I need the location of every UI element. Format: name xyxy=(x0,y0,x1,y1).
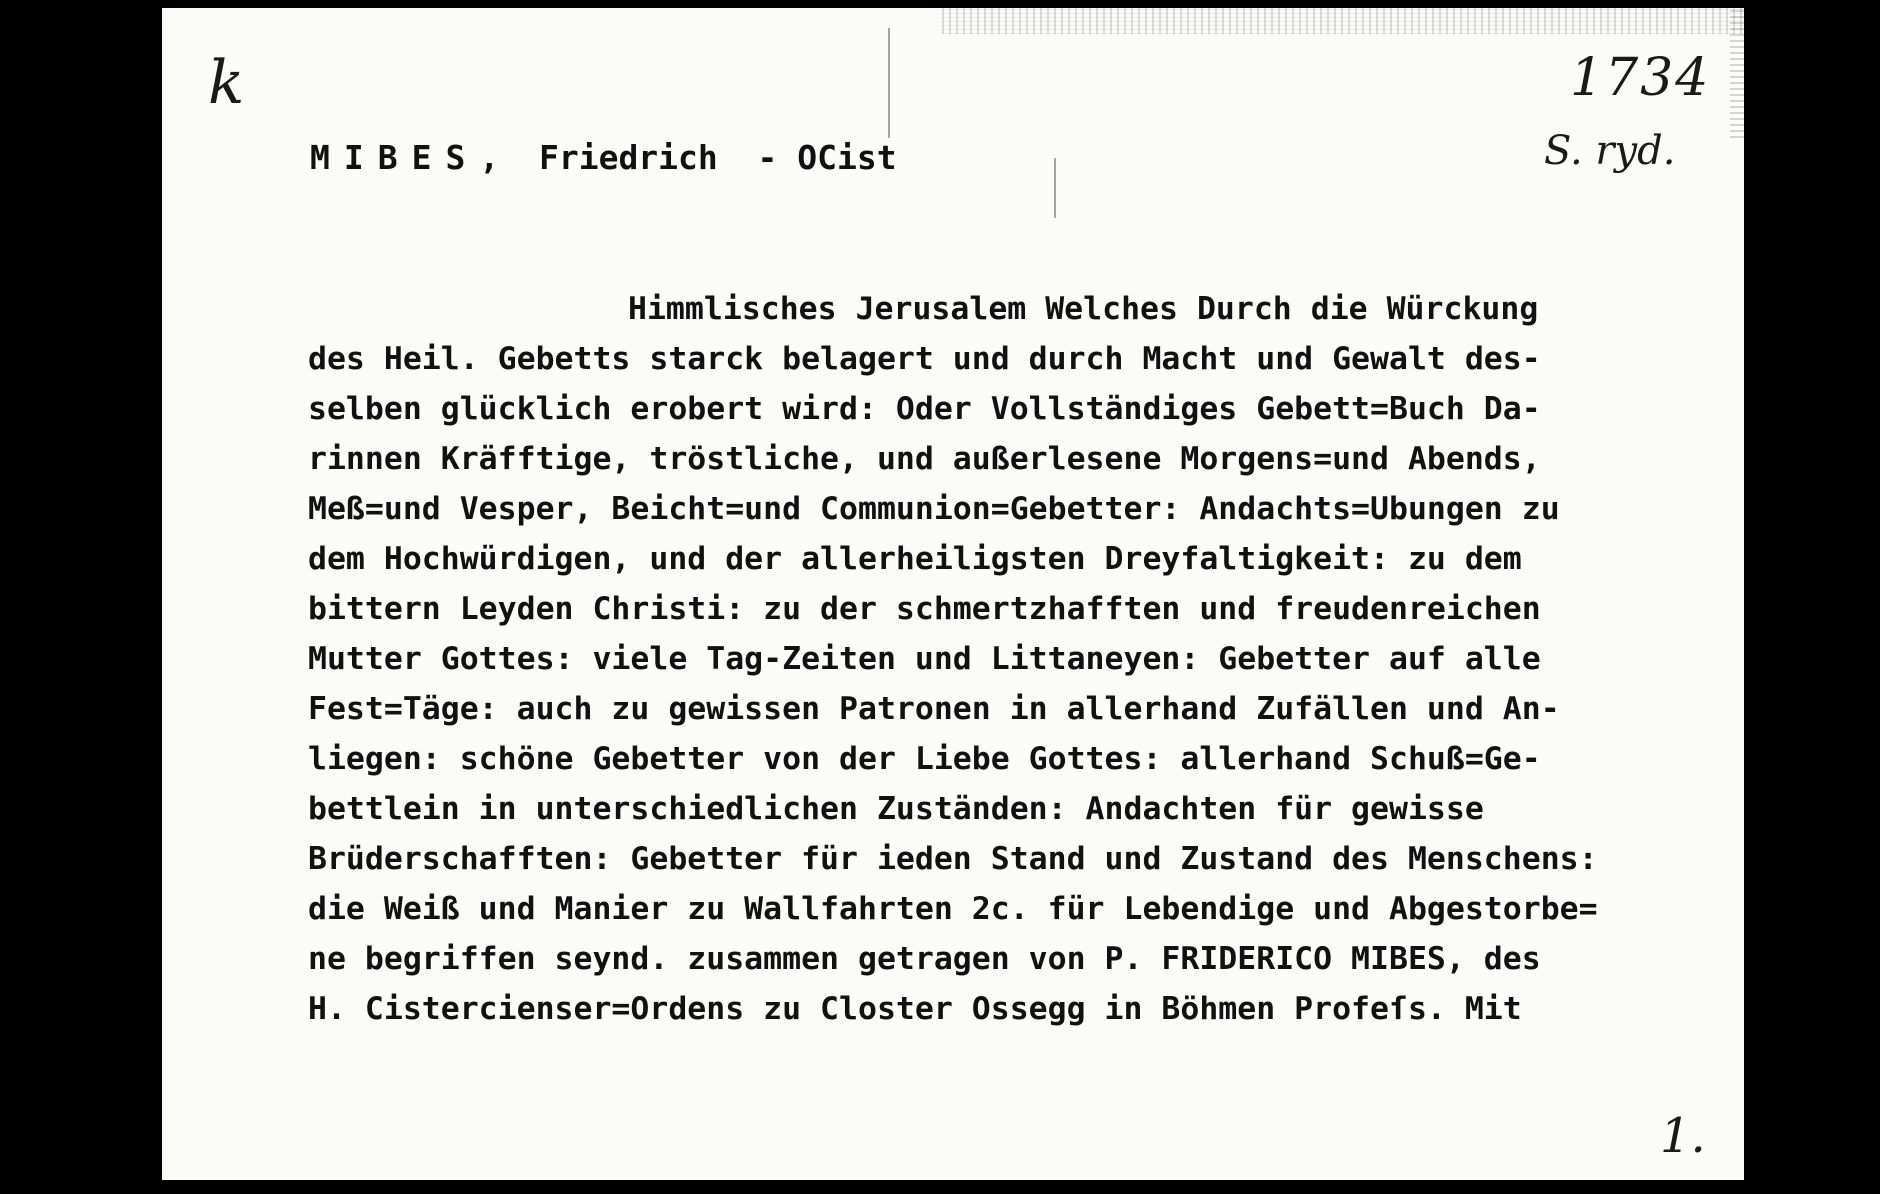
catalog-card xyxy=(162,8,1744,1180)
text-line: H. Cistercienser=Ordens zu Closter Ossegg in Böhmen Profeſs. Mit xyxy=(308,991,1522,1027)
handwritten-number: 1734 xyxy=(1570,48,1711,108)
heading-separator: , xyxy=(479,138,500,177)
text-line: rinnen Kräfftige, tröstliche, und außerlesene Morgens=und Abends, xyxy=(308,441,1541,477)
author-order: - OCist xyxy=(757,138,897,177)
text-line: Brüderschafften: Gebetter für ieden Stand und Zustand des Menschens: xyxy=(308,841,1598,877)
text-line: Himmlisches Jerusalem Welches Durch die Würckung xyxy=(628,291,1539,327)
handwritten-note: S. ryd. xyxy=(1544,128,1676,174)
handwritten-mark: k xyxy=(208,48,245,118)
text-line: selben glücklich erobert wird: Oder Vollständiges Gebett=Buch Da- xyxy=(308,391,1541,427)
handwritten-page-number: 1. xyxy=(1660,1108,1706,1164)
text-line: bettlein in unterschiedlichen Zuständen: Andachten für gewisse xyxy=(308,791,1484,827)
author-firstname: Friedrich xyxy=(538,138,718,177)
text-line: Fest=Täge: auch zu gewissen Patronen in allerhand Zufällen und An- xyxy=(308,691,1560,727)
text-line: liegen: schöne Gebetter von der Liebe Gottes: allerhand Schuß=Ge- xyxy=(308,741,1541,777)
text-line: die Weiß und Manier zu Wallfahrten 2c. für Lebendige und Abgestorbe= xyxy=(308,891,1598,927)
author-surname: MIBES xyxy=(310,138,480,177)
text-line: des Heil. Gebetts starck belagert und durch Macht und Gewalt des- xyxy=(308,341,1541,377)
title-transcription xyxy=(308,284,1744,1034)
text-line: bittern Leyden Christi: zu der schmertzhafften und freudenreichen xyxy=(308,591,1541,627)
scan-scratch xyxy=(888,28,890,138)
text-line: Meß=und Vesper, Beicht=und Communion=Gebetter: Andachts=Ubungen zu xyxy=(308,491,1560,527)
text-line: dem Hochwürdigen, und der allerheiligsten Dreyfaltigkeit: zu dem xyxy=(308,541,1522,577)
text-line: ne begriffen seynd. zusammen getragen von P. FRIDERICO MIBES, des xyxy=(308,941,1541,977)
entry-heading xyxy=(310,138,897,177)
text-line: Mutter Gottes: viele Tag-Zeiten und Littaneyen: Gebetter auf alle xyxy=(308,641,1541,677)
scan-noise-top xyxy=(942,8,1744,34)
scan-noise-edge xyxy=(1730,8,1744,138)
scan-scratch xyxy=(1054,158,1056,218)
